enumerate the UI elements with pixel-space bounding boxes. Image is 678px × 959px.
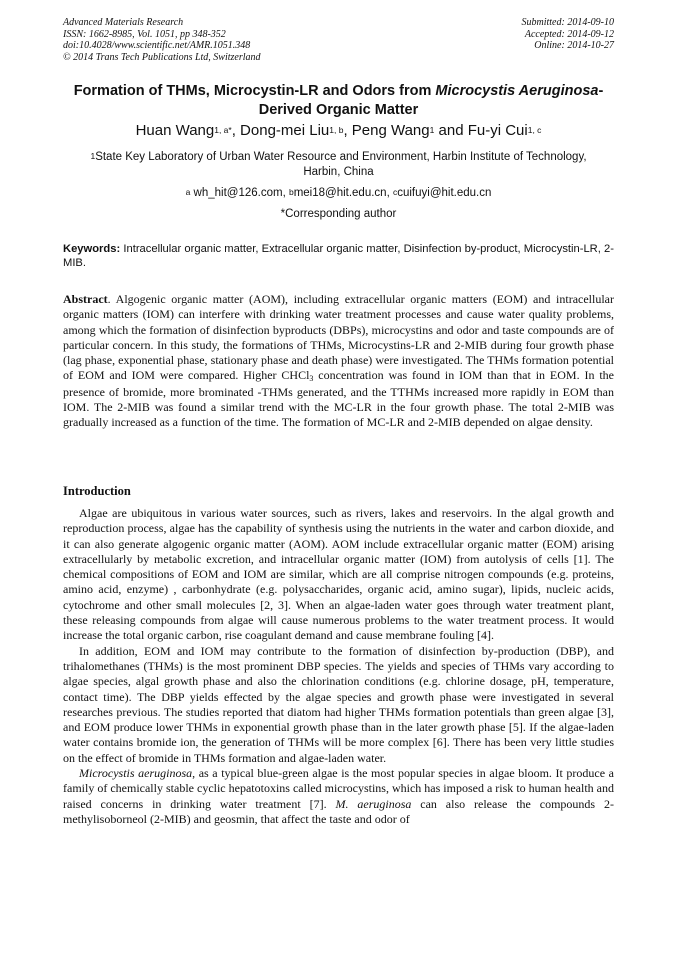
author-4: and Fu-yi Cui [434, 122, 528, 139]
species-name-italic: Microcystis aeruginosa [79, 766, 193, 781]
online-date: Online: 2014-10-27 [534, 40, 614, 51]
title-italic: Microcystis Aeruginosa [435, 83, 599, 99]
affiliation-sup: 1 [90, 151, 96, 161]
abstract [63, 292, 614, 431]
author-3-sup: 1 [429, 125, 435, 135]
copyright-line: © 2014 Trans Tech Publications Ltd, Switzerland [63, 51, 261, 63]
author-3: , Peng Wang [343, 122, 430, 139]
author-list [63, 122, 614, 140]
journal-header [63, 17, 363, 63]
intro-paragraph-3-a: , as a typical blue-green algae is the most popular species in algae bloom. It produce a family of chemically stable cyclic hepatotoxins called microcystins, which has imposed a risk to human health and raised concerns in drinking water treatment [7]. [63, 766, 614, 811]
author-2: , Dong-mei Liu [231, 122, 330, 139]
author-1: Huan Wang [135, 122, 215, 139]
submitted-date: Submitted: 2014-09-10 [521, 17, 614, 28]
title-part2: - Derived Organic Matter [258, 83, 604, 118]
keywords [63, 242, 614, 270]
introduction-heading: Introduction [63, 484, 131, 498]
keywords-label: Keywords: [63, 243, 121, 255]
issn-line: ISSN: 1662-8985, Vol. 1051, pp 348-352 [63, 28, 226, 40]
corresponding-author-note: *Corresponding author [280, 208, 397, 220]
email-b-sup: b [288, 187, 294, 197]
intro-paragraph-3-b: can also release the compounds 2-methylisoborneol (2-MIB) and geosmin, that affect the taste and odor of [63, 796, 614, 826]
accepted-date: Accepted: 2014-09-12 [524, 28, 614, 40]
abstract-text-2: concentration was found in IOM than that in EOM. In the presence of bromide, more brominated -THMs generated, and the TTHMs increased more rapidly in EOM than IOM. The 2-MIB was found a similar trend with the MC-LR in the four growth phase. The total 2-MIB was gradually increased as a function of the time. The formation of MC-LR and 2-MIB depended on algae density. [63, 368, 615, 430]
author-2-sup: 1, b [329, 125, 344, 135]
author-4-sup: 1, c [527, 125, 542, 135]
abstract-text-1: . Algogenic organic matter (AOM), including extracellular organic matters (EOM) and intracellular organic matters (IOM) can interfere with drinking water treatment processes and cause water quality problems, among which the formation of disinfection byproducts (DBPs), microcystins and odor and taste compounds are of particular concern. In this study, the formations of THMs, Microcystins-LR and 2-MIB during four growth phase (lag phase, exponential phase, stationary phase and death phase) were investigated. The THMs formation potential of EOM and IOM were compared. Higher CHCl [63, 292, 614, 383]
email-a[interactable]: wh_hit@126.com, [190, 187, 289, 199]
affiliation-line1: State Key Laboratory of Urban Water Resource and Environment, Harbin Institute of Technology, [95, 151, 587, 163]
email-b[interactable]: mei18@hit.edu.cn, [293, 187, 393, 199]
species-abbrev-italic: M. aeruginosa [335, 796, 412, 811]
intro-paragraph-2: In addition, EOM and IOM may contribute to the formation of disinfection by-production (DBP), and trihalomethanes (THMs) is the most prominent DBP species. The yields and species of THMs vary according to algae species, algal growth phase and also the chlorination conditions (e.g. chlorine dosage, pH, temperature, contact time). The DBP yields effected by the algae species and growth phase were investigated in several researches previous. The studies reported that diatom had higher THMs formation potentials than green algae [3], and EOM produce lower THMs in exponential growth phase than in the later growth phase [5]. If the algae-laden water contains bromide ion, the generation of THMs will be more complex [6]. There has been very little studies on the effect of bromide in THMs formation and algae-laden water. [63, 643, 614, 765]
introduction-body [63, 506, 614, 827]
affiliation [63, 150, 614, 179]
author-emails [63, 186, 614, 200]
dates-header [414, 17, 614, 52]
affiliation-line2: Harbin, China [303, 165, 374, 178]
email-c[interactable]: cuifuyi@hit.edu.cn [397, 187, 492, 199]
journal-name: Advanced Materials Research [63, 17, 184, 28]
abstract-subscript: 3 [309, 374, 314, 384]
email-a-sup: a [185, 187, 191, 197]
intro-paragraph-3 [63, 766, 614, 827]
doi-line: doi:10.4028/www.scientific.net/AMR.1051.348 [63, 40, 251, 51]
paper-title [63, 82, 614, 120]
keywords-text: Intracellular organic matter, Extracellular organic matter, Disinfection by-product, Microcystin-LR, 2-MIB. [63, 243, 614, 270]
title-part1: Formation of THMs, Microcystin-LR and Odors from [73, 83, 436, 99]
abstract-label: Abstract [63, 292, 108, 306]
intro-paragraph-1: Algae are ubiquitous in various water sources, such as rivers, lakes and reservoirs. In the algal growth and reproduction process, algae has the capability of synthesis using the nutrients in the water and carbon dioxide, and it can also generate algogenic organic matter (AOM). AOM include extracellular organic matter (EOM) arising extracellularly by metabolic excretion, and intracellular organic matter (IOM) from autolysis of cells [1]. The chemical compositions of EOM and IOM are similar, which are all comprise nitrogen compounds (e.g. proteins, amino acid, enzyme) , carbonhydrate (e.g. polysaccharides, organic acid, amino sugar), lipids, nucleic acids, cytochrome and other small molecules [2, 3]. When an algae-laden water goes through water treatment plant, these releasing compounds from algae will cause numerous problems to the water treatment process. It would increase the total organic carbon, rise coagulant demand and cause membrane fouling [4]. [63, 506, 614, 643]
author-1-sup: 1, a* [214, 125, 232, 135]
email-c-sup: c [392, 187, 398, 197]
